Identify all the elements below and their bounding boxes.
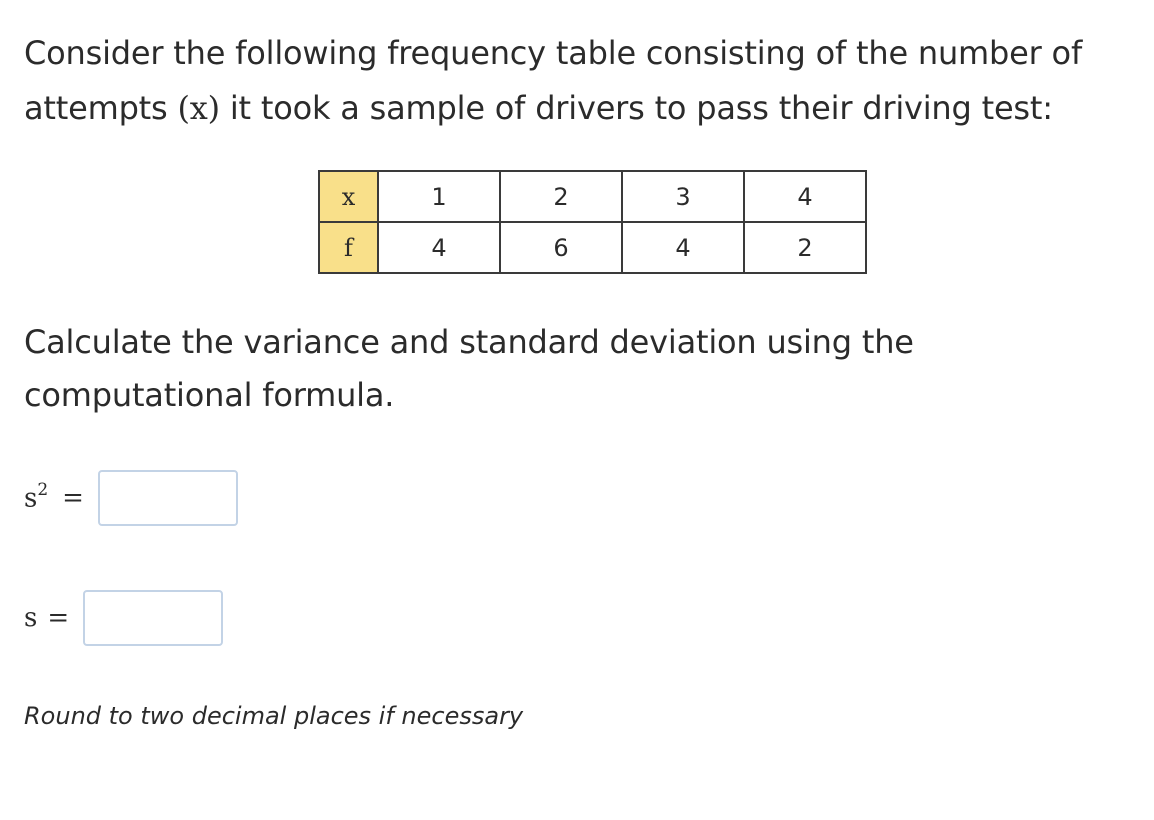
row-header-x: x (319, 171, 378, 222)
x-value-cell: 2 (500, 171, 622, 222)
row-header-f: f (319, 222, 378, 273)
intro-text-end: it took a sample of drivers to pass their driving test: (219, 89, 1053, 127)
std-dev-answer-row (24, 590, 223, 646)
std-dev-equals-sign: = (47, 603, 70, 633)
variance-equals-sign: = (62, 483, 84, 513)
table-row-f (319, 222, 866, 273)
variance-exponent: 2 (37, 480, 49, 501)
std-dev-input[interactable] (83, 590, 223, 646)
variance-input[interactable] (98, 470, 238, 526)
problem-statement (24, 26, 1134, 136)
frequency-table (318, 170, 867, 274)
table-row-x (319, 171, 866, 222)
variance-answer-row (24, 470, 238, 526)
x-value-cell: 3 (622, 171, 744, 222)
variance-symbol-letter: s (24, 483, 38, 514)
variable-x: (x) (177, 89, 220, 127)
f-value-cell: 2 (744, 222, 866, 273)
f-value-cell: 6 (500, 222, 622, 273)
question-text: Calculate the variance and standard deviation using the computational formula. (24, 323, 914, 414)
intro-text-start: Consider the following frequency table consisting of the number of attempts (24, 34, 1083, 127)
f-value-cell: 4 (622, 222, 744, 273)
f-value-cell: 4 (378, 222, 500, 273)
x-value-cell: 1 (378, 171, 500, 222)
x-value-cell: 4 (744, 171, 866, 222)
std-dev-symbol: s (24, 603, 38, 633)
rounding-note: Round to two decimal places if necessary (24, 702, 524, 730)
variance-symbol (24, 482, 48, 514)
